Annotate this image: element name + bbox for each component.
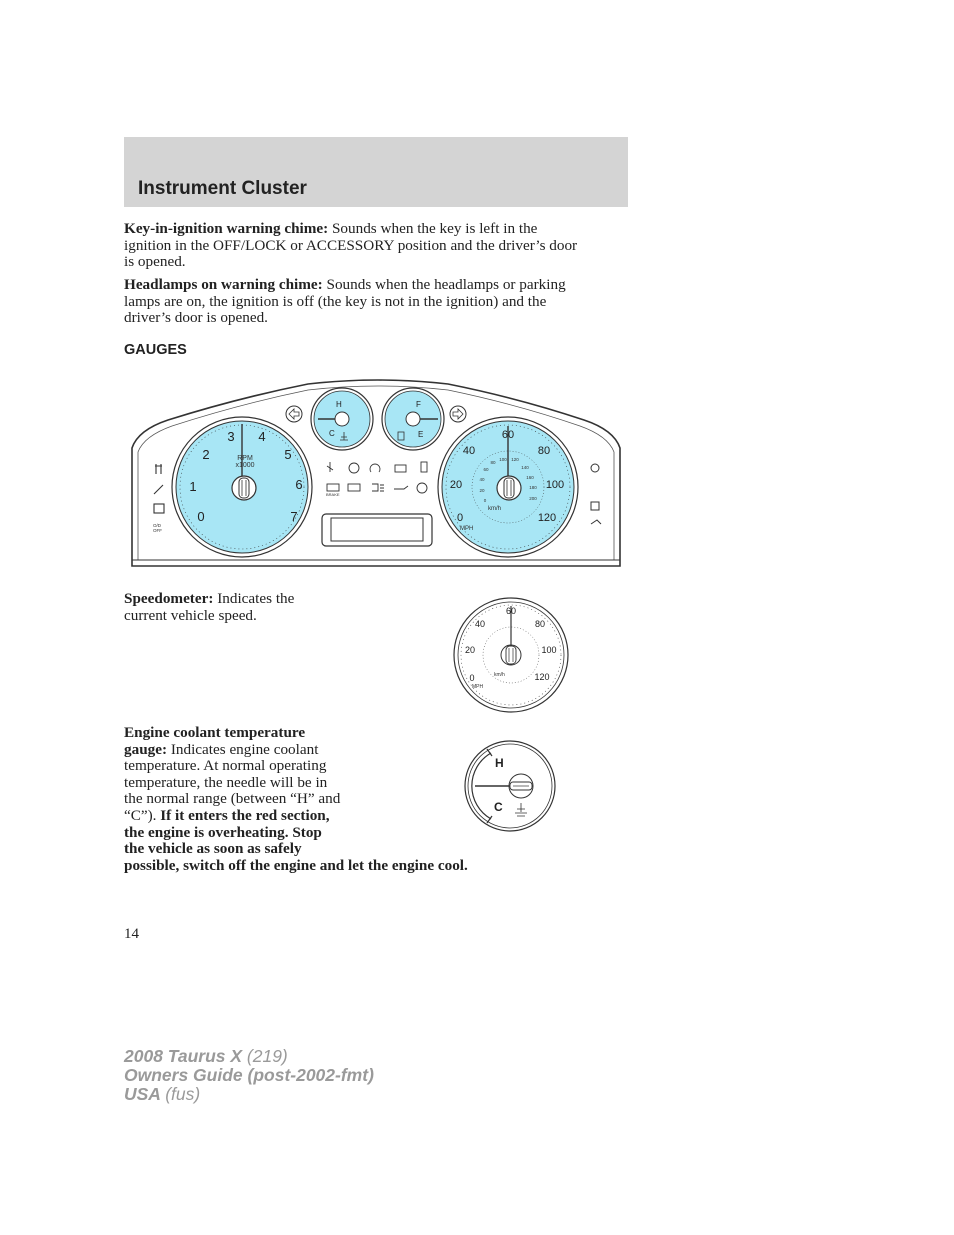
speedometer-text-1: Indicates the [217,590,295,607]
key-chime-text-3: is opened. [124,253,186,271]
fig-mph-60: 60 [505,606,517,616]
fuel-gauge [382,388,444,450]
footer-model: 2008 Taurus X [124,1046,243,1066]
speedo-mph-80: 80 [537,445,551,457]
key-chime-term: Key-in-ignition warning chime: [124,220,329,237]
instrument-cluster-illustration [128,374,624,570]
speedo-kmh-160: 160 [526,475,534,480]
coolant-text-3: temperature, the needle will be in [124,773,328,791]
fuel-e-label: E [418,430,424,439]
speedo-mph-100: 100 [545,479,565,491]
speedo-kmh-80: 80 [490,460,496,465]
coolant-term-1: Engine coolant temperature [124,724,306,741]
speedometer-gauge [438,417,578,557]
fig-mph-40: 40 [474,619,486,629]
key-chime-text-2: ignition in the OFF/LOCK or ACCESSORY position and the driver’s door [124,236,578,254]
right-turn-arrow-icon [450,406,466,422]
od-off-label-1: O/D [153,523,162,528]
tach-x1000-label: x1000 [235,462,255,469]
speedometer-text-2: current vehicle speed. [124,606,257,624]
temperature-gauge [311,388,373,450]
speedo-kmh-label: km/h [488,506,502,512]
coolant-h-label: H [495,756,504,770]
coolant-term-2: gauge: [124,740,168,758]
speedometer-term: Speedometer: [124,590,214,607]
headlamp-chime-text-2: lamps are on, the ignition is off (the key is not in the ignition) and the [124,292,547,310]
footer-block [124,1047,374,1104]
tach-number-6: 6 [295,477,303,492]
tach-rpm-label: RPM [237,455,253,462]
speedo-kmh-200: 200 [529,496,537,501]
coolant-text-1: Indicates engine coolant [170,740,319,758]
speedo-mph-0: 0 [456,512,464,524]
tach-number-1: 1 [189,479,197,494]
gauges-heading: GAUGES [124,342,187,358]
speedo-kmh-0: 0 [483,498,487,503]
tach-number-4: 4 [258,429,266,444]
speedo-mph-20: 20 [449,479,463,491]
coolant-c-label: C [494,800,503,814]
tachometer-gauge [172,417,312,557]
brake-label: BRAKE [326,492,340,497]
fig-mph-0: 0 [469,673,475,683]
fig-mph-20: 20 [464,645,476,655]
speedometer-paragraph [124,591,354,624]
speedometer-figure [452,596,570,714]
coolant-text-2: temperature. At normal operating [124,757,327,775]
fig-kmh-label: km/h [494,672,505,678]
footer-model-code: (219) [246,1046,288,1066]
headlamp-chime-text-1: Sounds when the headlamps or parking [326,276,566,293]
fig-mph-100: 100 [541,645,557,655]
speedo-kmh-180: 180 [529,485,537,490]
footer-region-code: (fus) [165,1084,201,1104]
coolant-warning-4: possible, switch off the engine and let the engine cool. [124,856,468,874]
speedo-mph-60: 60 [501,429,515,441]
temp-c-label: C [329,429,335,438]
tach-number-7: 7 [290,509,298,524]
footer-region: USA [124,1084,161,1104]
headlamp-chime-term: Headlamps on warning chime: [124,276,323,293]
fig-mph-120: 120 [534,672,550,682]
tach-number-0: 0 [197,509,205,524]
page-title: Instrument Cluster [138,178,307,199]
speedo-kmh-60: 60 [483,467,489,472]
tach-number-5: 5 [284,447,292,462]
fig-mph-80: 80 [534,619,546,629]
fuel-f-label: F [416,400,421,409]
coolant-text-4: the normal range (between “H” and [124,790,341,808]
coolant-warning-1: If it enters the red section, [160,806,330,824]
headlamp-chime-paragraph [124,277,629,327]
tach-number-2: 2 [202,447,210,462]
coolant-text-5: “C”). [124,806,157,824]
speedo-kmh-20: 20 [479,488,485,493]
speedo-mph-40: 40 [462,445,476,457]
key-chime-text-1: Sounds when the key is left in the [331,220,538,237]
speedo-kmh-100: 100 [499,457,507,462]
page-number: 14 [124,926,139,942]
key-chime-paragraph [124,221,629,271]
footer-guide: Owners Guide (post-2002-fmt) [124,1065,374,1085]
headlamp-chime-text-3: driver’s door is opened. [124,309,268,327]
fig-mph-label: MPH [472,684,484,690]
speedo-kmh-120: 120 [511,457,519,462]
coolant-warning-2: the engine is overheating. Stop [124,823,322,841]
tach-number-3: 3 [227,429,235,444]
speedo-kmh-40: 40 [479,477,485,482]
coolant-gauge-figure [463,739,557,833]
od-off-label-2: OFF [153,528,162,533]
speedo-kmh-140: 140 [521,465,529,470]
coolant-warning-3: the vehicle as soon as safely [124,840,302,858]
left-turn-arrow-icon [286,406,302,422]
speedo-mph-120: 120 [537,512,557,524]
speedo-mph-label: MPH [460,526,474,532]
temp-h-label: H [336,400,342,409]
